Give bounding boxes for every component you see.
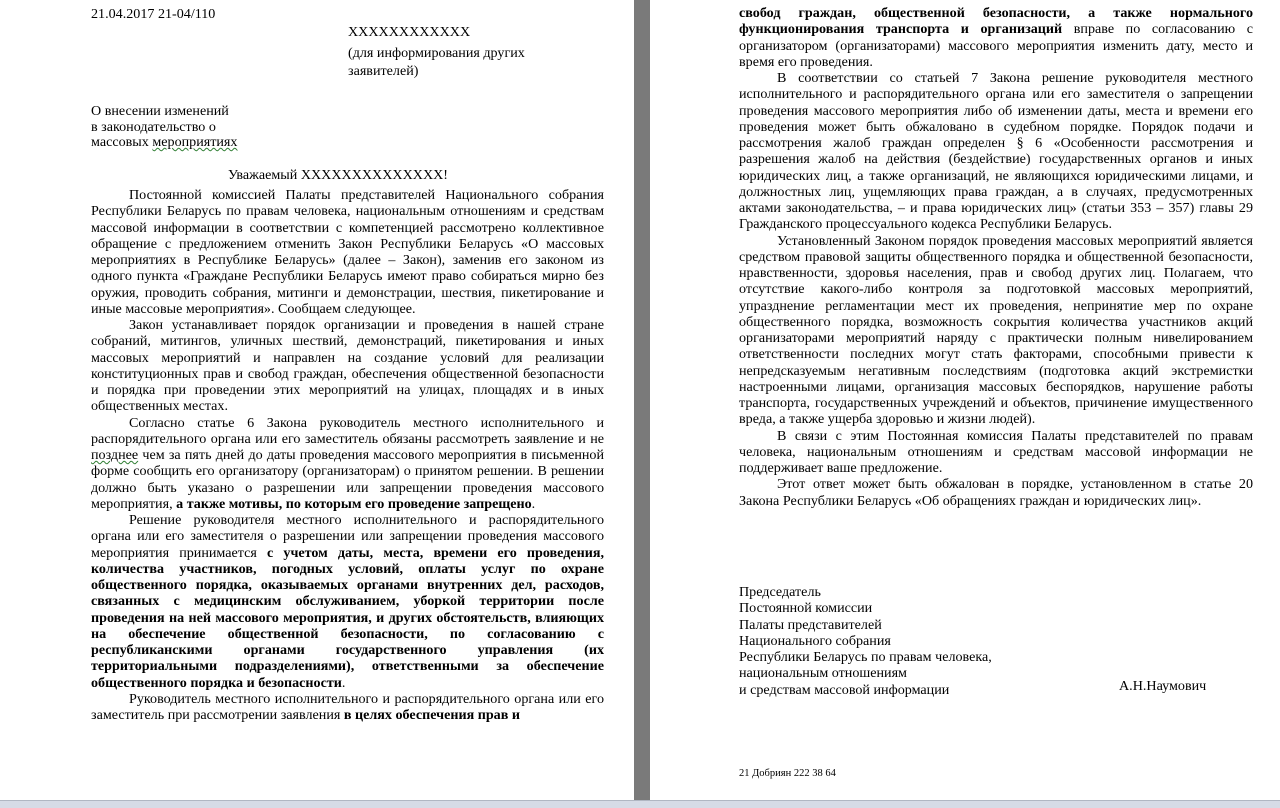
text-run: Руководитель местного исполнительного и распорядительного органа или его заместитель при рассмотрении заявления: [91, 690, 604, 723]
spellcheck-word: позднее: [91, 447, 139, 463]
signature-line: и средствам массовой информации: [739, 681, 950, 698]
subject-line: О внесении изменений: [91, 103, 229, 119]
paragraph-4: [91, 512, 604, 691]
paragraph-1: Постоянной комиссией Палаты представителей Национального собрания Республики Беларусь по правам человека, национальным отношениям и средствам массовой информации в соответствии с компетенцией рассмотрено коллективное обращение с предложением отменить Закон Республики Беларусь «О массовых мероприятиях в Республике Беларусь» (далее – Закон), заменив его законом из одного пункта «Граждане Республики Беларусь имеют право собираться мирно без оружия, проводить собрания, митинги и демонстрации, шествия, пикетирование и иные массовые мероприятия». Сообщаем следующее.: [91, 187, 604, 317]
signatory-name: А.Н.Наумович: [1119, 678, 1207, 694]
addressee: XXXXXXXXXXXX: [348, 24, 471, 40]
paragraph-8: В связи с этим Постоянная комиссия Палаты представителей по правам человека, национальным отношениям и средствам массовой информации не поддерживает ваше предложение.: [739, 427, 1253, 476]
signature-line: национальным отношениям: [739, 665, 907, 682]
paragraph-2: Закон устанавливает порядок организации и проведения в нашей стране собраний, митингов, уличных шествий, демонстраций, пикетирования и иных массовых мероприятий и направлен на создание условий для реализации конституционных прав и свобод граждан, обеспечения общественной безопасности и порядка при проведении этих мероприятий на улицах, площадях и в иных общественных местах.: [91, 317, 604, 415]
signature-line: Постоянной комиссии: [739, 600, 873, 617]
paragraph-5: [91, 691, 604, 724]
text-run: чем за пять дней до даты проведения массового мероприятия в письменной форме сообщить его организатору (организаторам) о принятом решении. В решении должно быть указано о разрешении или запрещении проведения массового мероприятия,: [91, 447, 604, 512]
paragraph-7: Установленный Законом порядок проведения массовых мероприятий является средством правовой защиты общественного порядка и общественной безопасности, нравственности, здоровья населения, прав и свобод других лиц. Полагаем, что отсутствие какого-либо контроля за подготовкой массовых мероприятий, упразднение регламентации мест их проведения, непринятие мер по охране общественного порядка, возможность сокрытия количества участников акций организаторами мероприятий наряду с практически полным нивелированием ответственности последних могут стать факторами, способными привести к непредсказуемым негативным последствиям (подготовка акций экстремистки настроенными лицами, организация массовых беспорядков, нарушение работы транспорта, государственных учреждений и объектов, причинение имущественного вреда, а также ущерба здоровью и жизни людей).: [739, 232, 1253, 428]
executor-footer: 21 Добриян 222 38 64: [739, 768, 836, 779]
text-run: Согласно статье 6 Закона руководитель местного исполнительного и распорядительного органа или его заместитель обязаны рассмотреть заявление и не: [91, 414, 604, 447]
signature-line: Председатель: [739, 584, 821, 600]
addressee-note: заявителей): [348, 63, 419, 79]
signature-line: Республики Беларусь по правам человека,: [739, 649, 992, 665]
body-text-right: [739, 5, 1253, 509]
date-number: 21.04.2017 21-04/110: [91, 6, 216, 22]
bold-run: в целях обеспечения прав и: [343, 707, 520, 723]
subject-line: в законодательство о: [91, 119, 216, 135]
paragraph-9: Этот ответ может быть обжалован в порядке, установленном в статье 20 Закона Республики Беларусь «Об обращениях граждан и юридических лиц».: [739, 476, 1253, 509]
addressee-note: (для информирования других: [348, 45, 525, 61]
text-run: Решение руководителя местного исполнительного и распорядительного органа или его заместителя о разрешении или запрещении проведения массового мероприятия принимается: [91, 512, 604, 561]
subject-line: [91, 134, 237, 150]
bold-run: с учетом даты, места, времени его проведения, количества участников, погодных условий, оплаты услуг по охране общественного порядка, оказываемых органами внутренних дел, расходов, связанных с медицинским обслуживанием, уборкой территории после проведения на ней массового мероприятия, и других обстоятельств, влияющих на обеспечение общественной безопасности, по согласованию с республиканскими органами государственного управления (их территориальными подразделениями), ответственными за обеспечение общественного порядка и безопасности: [91, 544, 605, 691]
text-run: .: [531, 495, 536, 512]
subject-text: массовых: [91, 134, 153, 150]
body-text-left: [91, 187, 604, 723]
paragraph-3: [91, 415, 604, 513]
paragraph-6: В соответствии со статьей 7 Закона решение руководителя местного исполнительного и распорядительного органа или его заместителя о запрещении проведения массового мероприятия либо об изменении даты, места и времени его проведения может быть обжаловано в судебном порядке. Порядок подачи и рассмотрения жалоб граждан определен § 6 «Особенности рассмотрения и разрешения жалоб на действия (бездействие) государственных органов и иных юридических лиц, а также организаций, не являющихся юридическими лицами, и должностных лиц, ущемляющих права граждан, а в случаях, предусмотренных актами законодательства, – и права юридических лиц» (статьи 353 – 357) главы 29 Гражданского процессуального кодекса Республики Беларусь.: [739, 70, 1253, 233]
spellcheck-word: мероприятиях: [152, 134, 238, 150]
signature-block: [739, 584, 992, 698]
signature-line: Национального собрания: [739, 632, 891, 649]
text-run: вправе по согласованию с организатором (организаторами) массового мероприятия изменить дату, место и время его проведения.: [739, 21, 1254, 70]
signature-line: Палаты представителей: [739, 616, 882, 633]
paragraph-5-continued: [739, 5, 1253, 70]
bold-run: а также мотивы, по которым его проведение запрещено: [176, 495, 532, 512]
salutation: Уважаемый XXXXXXXXXXXXXX!: [228, 167, 449, 183]
bold-run: свобод граждан, общественной безопасности, а также нормального функционирования транспорта и организаций: [739, 5, 1253, 38]
document-page-right: [650, 0, 1280, 800]
text-run: .: [341, 674, 346, 691]
document-page-left: [0, 0, 634, 800]
page-gutter: [634, 0, 650, 800]
